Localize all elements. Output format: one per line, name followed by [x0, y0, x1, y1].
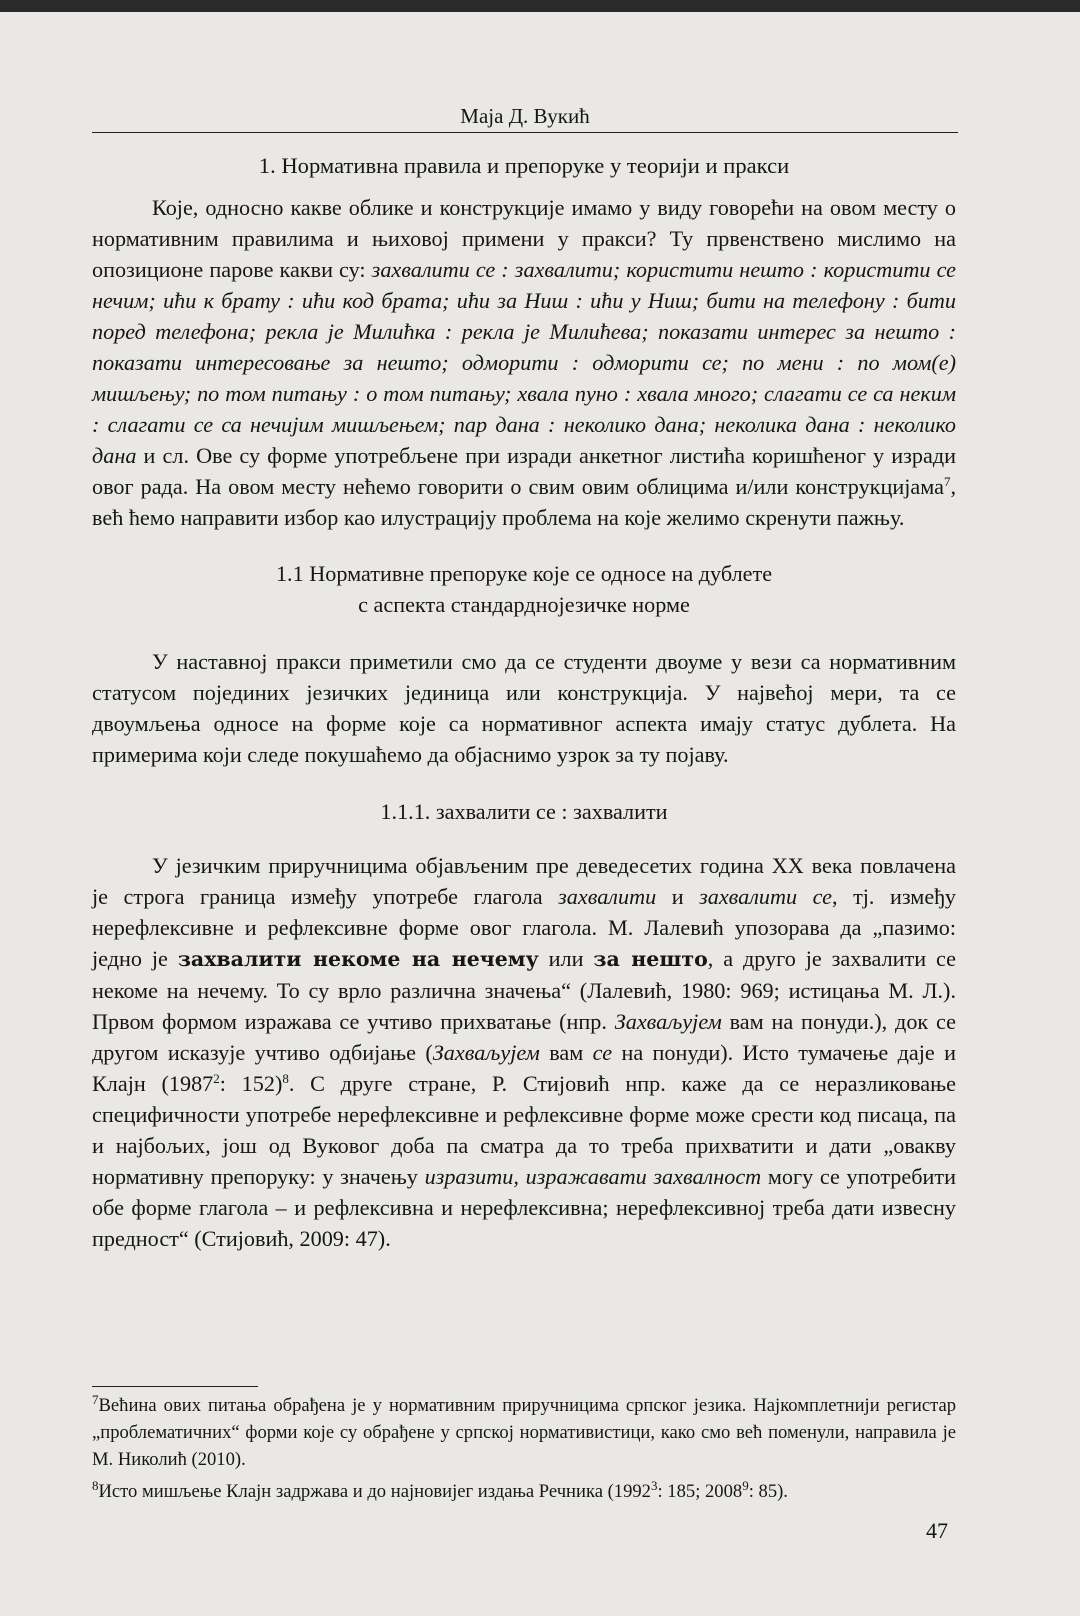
p3-text: вам на понуди.), док се другом исказује учтиво одбијање ( — [92, 1009, 956, 1065]
footnote-7-text: Већина ових питања обрађена је у нормативним приручницима српског језика. Најкомплетнији регистар „проблематичних“ форми које су обрађене у српској нормативистици, како смо већ поменули, направила је М. Николић (2010). — [92, 1395, 956, 1470]
p3-text: могу се употребити обе форме глагола – и рефлексивна и нерефлексивна; нерефлексивној треба дати извесну предност“ (Стијовић, 2009: 47). — [92, 1164, 956, 1251]
page-number: 47 — [926, 1518, 948, 1543]
p3-italic: се — [592, 1040, 613, 1065]
footnote-8-superscript: 9 — [742, 1478, 749, 1493]
p3-italic: захвалити — [558, 884, 657, 909]
p3-text: на понуди). Исто тумачење даје и Клајн (1987 — [92, 1040, 957, 1096]
section-heading-1-1-1: 1.1.1. захвалити се : захвалити — [380, 799, 668, 824]
footnote-rule — [92, 1386, 258, 1387]
main-text — [92, 150, 956, 1254]
footnote-ref-8[interactable]: 8 — [282, 1071, 289, 1086]
section-heading-1-1 — [92, 558, 956, 620]
p3-italic: захвалити се — [699, 884, 833, 909]
p3-text: У језичким приручницима објављеним пре деведесетих година XX века повлачена је строга граница између употребе глагола — [92, 853, 956, 909]
section-heading-1: 1. Нормативна правила и препоруке у теорији и пракси — [258, 153, 790, 178]
edition-superscript: 2 — [213, 1071, 220, 1086]
p3-italic: Захваљујем — [432, 1040, 540, 1065]
p3-text: , а друго је захвалити се некоме на нечему. То су врло различна значења“ (Лалевић, 1980: 969; истицања М. Л.). Првом формом изражава се учтиво прихватање (нпр. — [92, 946, 956, 1034]
p3-italic: изразити, изражавати захвалност — [424, 1164, 762, 1189]
p3-text: . С друге стране, Р. Стијовић нпр. каже да се неразликовање специфичности употребе нерефлексивне и рефлексивне форме може срести код писаца, па и најбољих, још од Вуковог доба па сматра да то треба прихватити и дати „овакву нормативну препоруку: у значењу — [92, 1071, 956, 1189]
paragraph-1 — [92, 192, 956, 533]
footnote-8-text: : 185; 2008 — [657, 1481, 743, 1502]
footnote-8 — [92, 1478, 956, 1505]
footnote-8-number: 8 — [92, 1478, 99, 1493]
book-page — [0, 12, 1080, 1616]
paragraph-1-text-b: и сл. Ове су форме употребљене при изради анкетног листића коришћеног у изради овог рада. На овом месту нећемо говорити о свим овим облицима и/или конструкцијама — [92, 443, 956, 499]
p3-bold: за нешто — [593, 947, 708, 971]
p3-text: , тј. између нерефлексивне и рефлексивне форме овог глагола. М. Лалевић упозорава да „пазимо: једно је — [92, 884, 956, 971]
footnote-7-number: 7 — [92, 1392, 99, 1407]
p3-text: : 152) — [219, 1071, 283, 1096]
paragraph-3 — [92, 850, 956, 1254]
footnote-ref-7[interactable]: 7 — [943, 474, 951, 489]
footnote-8-superscript: 3 — [650, 1478, 658, 1493]
footnote-7 — [92, 1392, 956, 1473]
p3-text: или — [538, 946, 594, 971]
running-head: Маја Д. Вукић — [460, 104, 590, 128]
p3-italic: Захваљујем — [614, 1009, 722, 1034]
section-heading-1-1-line1: 1.1 Нормативне препоруке које се односе на дублете — [275, 561, 773, 586]
header-rule — [92, 132, 958, 133]
paragraph-1-text-c: , већ ћемо направити избор као илустрацију проблема на које желимо скренути пажњу. — [92, 474, 956, 530]
paragraph-1-text-a: Које, односно какве облике и конструкције имамо у виду говорећи на овом месту о нормативним правилима и њиховој примени у пракси? Ту првенствено мислимо на опозиционе парове какви су: — [92, 195, 956, 282]
p3-text: вам — [539, 1040, 593, 1065]
paragraph-2: У наставној пракси приметили смо да се студенти двоуме у вези са нормативним статусом појединих језичких јединица или конструкција. У највећој мери, та се двоумљења односе на форме које са нормативног аспекта имају статус дублета. На примерима који следе покушаћемо да објаснимо узрок за ту појаву. — [92, 649, 956, 767]
p3-text: и — [656, 884, 700, 909]
footnote-8-text: : 85). — [748, 1481, 788, 1502]
footnote-8-text: Исто мишљење Клајн задржава и до најновијег издања Речника (1992 — [98, 1481, 651, 1502]
examples-list: захвалити се : захвалити; користити нешто : користити се нечим; ићи к брату : ићи код брата; ићи за Ниш : ићи у Ниш; бити на телефону : бити поред телефона; рекла је Милићка : рекла је Милићева; показати интерес за нешто : показати интересовање за нешто; одморити : одморити се; по мени : по мом(е) мишљењу; по том питању : о том питању; хвала пуно : хвала много; слагати се са неким : слагати се са нечијим мишљењем; пар дана : неколико дана; неколика дана : неколико дана — [92, 257, 956, 468]
section-heading-1-1-line2: с аспекта стандарднојезичке норме — [358, 592, 690, 617]
p3-bold: захвалити некоме на нечему — [177, 947, 539, 971]
footnotes — [92, 1392, 956, 1510]
